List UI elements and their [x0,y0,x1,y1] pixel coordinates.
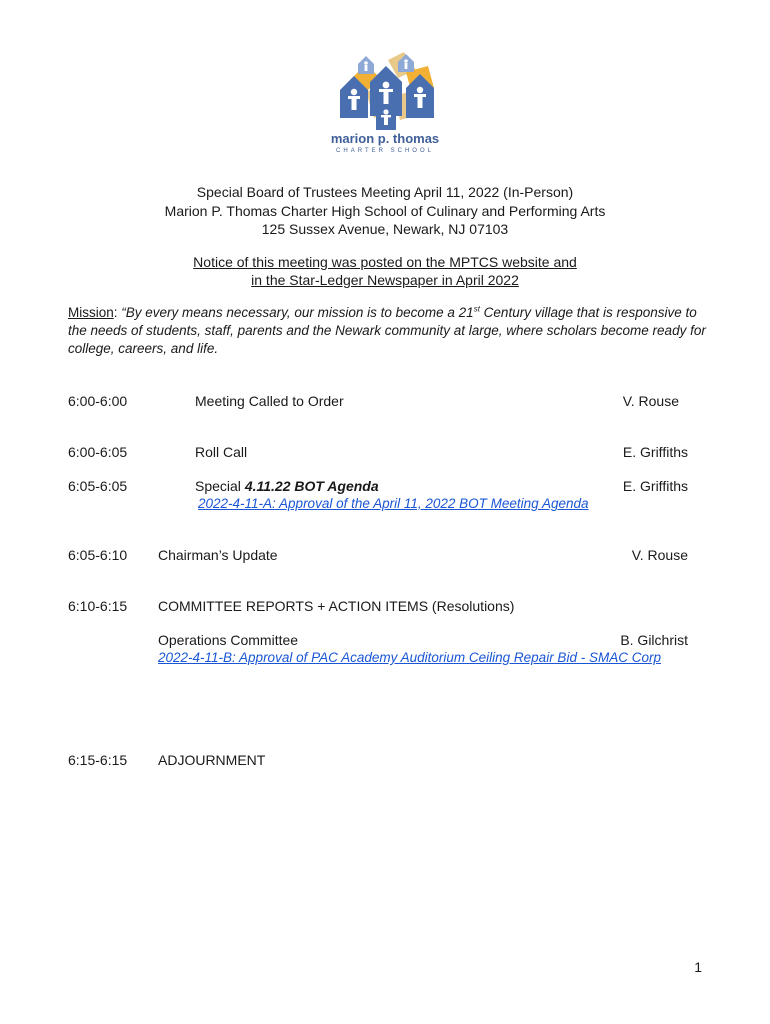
agenda-item: COMMITTEE REPORTS + ACTION ITEMS (Resolutions) [158,598,515,614]
mission-colon: : [113,305,122,320]
agenda-item: Chairman’s Update [158,547,278,563]
agenda-presenter: V. Rouse [631,547,688,563]
agenda-time: 6:15-6:15 [68,752,128,768]
agenda-item-prefix: Special [195,478,245,494]
logo-wordmark: marion p. thomas [330,131,440,146]
school-address: 125 Sussex Avenue, Newark, NJ 07103 [261,221,509,237]
resolution-link-a[interactable]: 2022-4-11-A: Approval of the April 11, 2022 BOT Meeting Agenda [198,496,589,511]
mission-text-start: “By every means necessary, our mission is to become a 21 [121,305,474,320]
mission-superscript: st [473,304,480,314]
agenda-time: 6:10-6:15 [68,598,128,614]
page-number: 1 [694,959,702,975]
agenda-presenter: E. Griffiths [622,478,688,494]
agenda-item-title: 4.11.22 BOT Agenda [244,478,379,494]
notice-line-1: Notice of this meeting was posted on the MPTCS website and [193,254,577,270]
agenda-time: 6:00-6:00 [68,393,128,409]
agenda-presenter: E. Griffiths [622,444,688,460]
agenda-presenter: V. Rouse [622,393,679,409]
agenda-time: 6:00-6:05 [68,444,128,460]
agenda-item: ADJOURNMENT [158,752,266,768]
agenda-time: 6:05-6:10 [68,547,128,563]
school-logo-houses-icon [336,52,440,132]
mission-text-end: Century village that is responsive to the needs of students, staff, parents and the Newark community at large, where scholars become ready for college, careers, and life. [68,305,706,356]
meeting-title: Special Board of Trustees Meeting April 11, 2022 (In-Person) [196,184,574,200]
agenda-time: 6:05-6:05 [68,478,128,494]
mission-label: Mission [68,305,114,320]
agenda-item: Meeting Called to Order [195,393,344,409]
logo-subtitle: CHARTER SCHOOL [336,148,434,154]
mission-statement [68,304,708,358]
notice-line-2: in the Star-Ledger Newspaper in April 2022 [251,272,519,288]
agenda-presenter: B. Gilchrist [620,632,688,648]
agenda-item [195,478,379,494]
resolution-link-b[interactable]: 2022-4-11-B: Approval of PAC Academy Auditorium Ceiling Repair Bid - SMAC Corp [158,650,661,665]
agenda-item: Roll Call [195,444,248,460]
school-name: Marion P. Thomas Charter High School of Culinary and Performing Arts [164,203,606,219]
committee-name: Operations Committee [158,632,299,648]
